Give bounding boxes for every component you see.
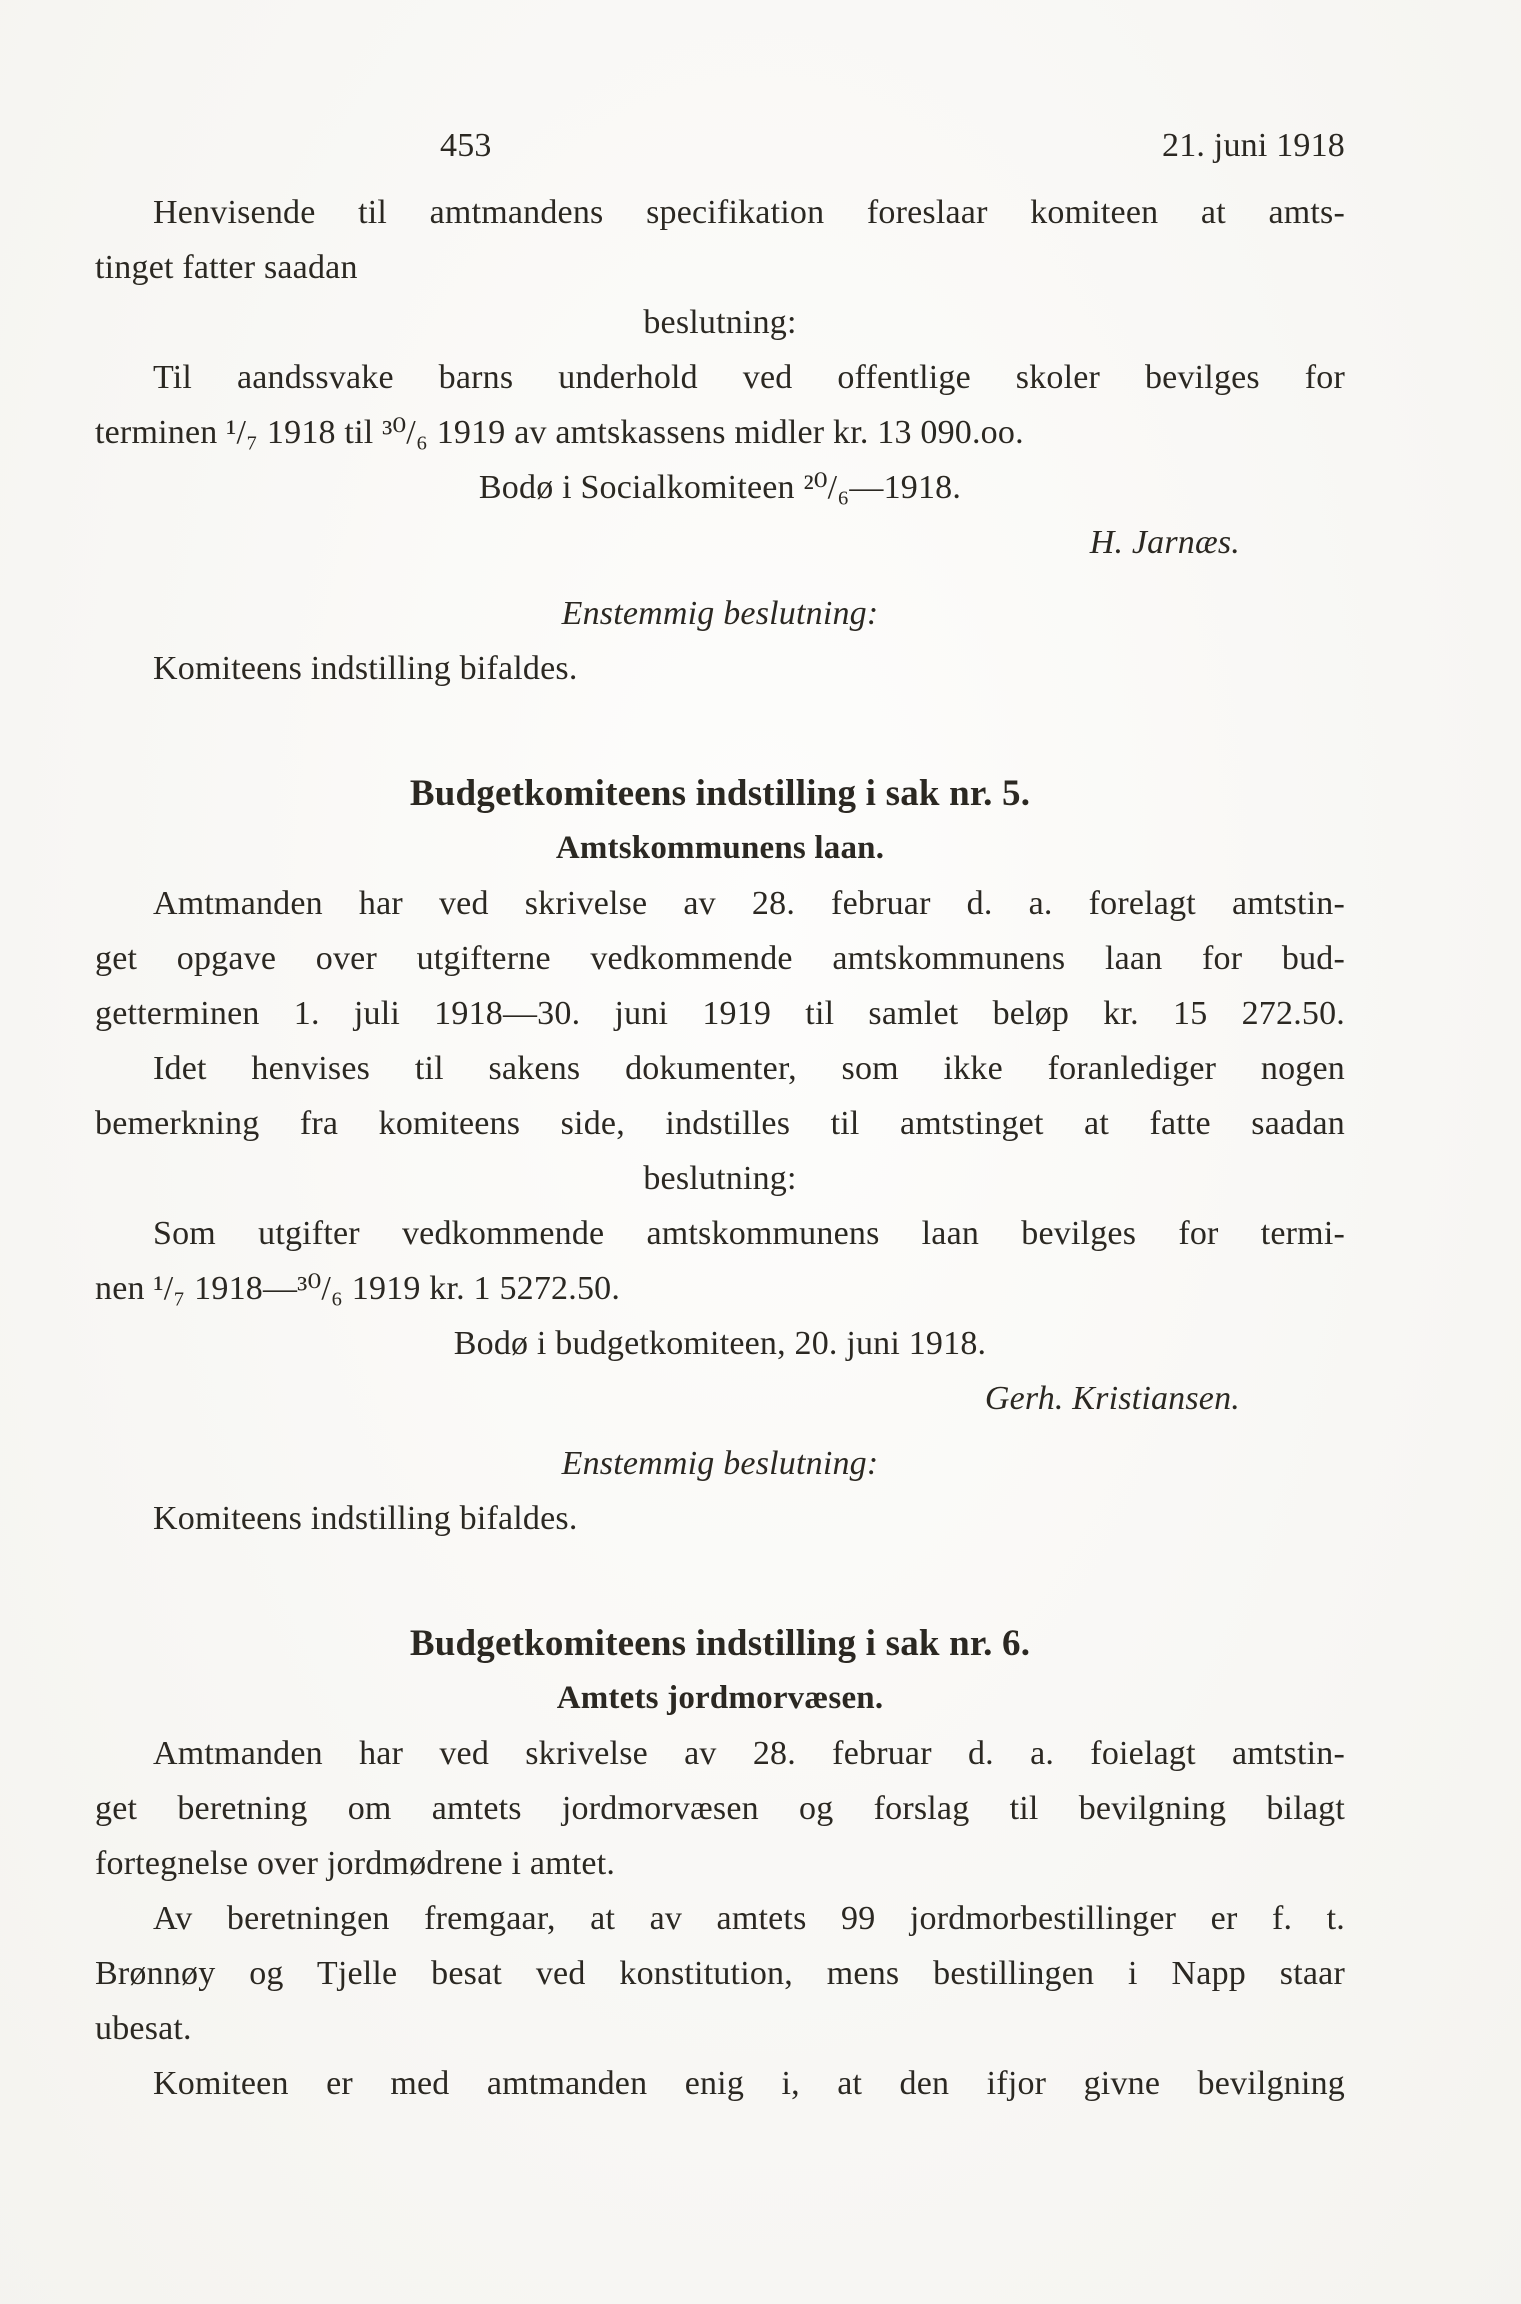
page-number: 453	[440, 127, 492, 164]
text-line: bemerkning fra komiteens side, indstilles til amtstinget at fatte saadan	[95, 1105, 1345, 1142]
place-date-line: Bodø i Socialkomiteen ²⁰/₆—1918.	[478, 469, 962, 506]
text-line: Amtmanden har ved skrivelse av 28. februar d. a. forelagt amtstin-	[153, 885, 1345, 922]
paragraph	[95, 2056, 1345, 2111]
paragraph	[95, 876, 1345, 1041]
paragraph	[95, 350, 1345, 460]
text-line: Av beretningen fremgaar, at av amtets 99 jordmorbestillinger er f. t.	[153, 1900, 1345, 1937]
text-line: nen ¹/₇ 1918—³⁰/₆ 1919 kr. 1 5272.50.	[95, 1270, 621, 1307]
decision-text: Komiteens indstilling bifaldes.	[153, 1500, 578, 1537]
decision-heading: Enstemmig beslutning:	[561, 595, 879, 632]
paragraph	[95, 185, 1345, 295]
place-date-line: Bodø i budgetkomiteen, 20. juni 1918.	[453, 1325, 987, 1362]
decision-text: Komiteens indstilling bifaldes.	[153, 650, 578, 687]
paragraph	[95, 1041, 1345, 1151]
text-line: Komiteen er med amtmanden enig i, at den ifjor givne bevilgning	[153, 2065, 1345, 2102]
decision-label: beslutning:	[643, 1160, 797, 1197]
text-line: get opgave over utgifterne vedkommende amtskommunens laan for bud-	[95, 940, 1345, 977]
page-header	[95, 118, 1345, 173]
signature: H. Jarnæs.	[1089, 524, 1240, 561]
text-line: Idet henvises til sakens dokumenter, som ikke foranlediger nogen	[153, 1050, 1345, 1087]
section-heading: Budgetkomiteens indstilling i sak nr. 5.	[409, 773, 1031, 814]
text-line: Amtmanden har ved skrivelse av 28. februar d. a. foielagt amtstin-	[153, 1735, 1345, 1772]
text-line: tinget fatter saadan	[95, 249, 358, 286]
decision-heading: Enstemmig beslutning:	[561, 1445, 879, 1482]
section-subheading: Amtskommunens laan.	[555, 830, 885, 866]
text-line: Til aandssvake barns underhold ved offentlige skoler bevilges for	[153, 359, 1345, 396]
signature: Gerh. Kristiansen.	[984, 1380, 1240, 1417]
text-line: terminen ¹/₇ 1918 til ³⁰/₆ 1919 av amtskassens midler kr. 13 090.oo.	[95, 414, 1024, 451]
text-line: get beretning om amtets jordmorvæsen og forslag til bevilgning bilagt	[95, 1790, 1345, 1827]
text-line: fortegnelse over jordmødrene i amtet.	[95, 1845, 616, 1882]
paragraph	[95, 1891, 1345, 2056]
text-line: Som utgifter vedkommende amtskommunens laan bevilges for termi-	[153, 1215, 1345, 1252]
page-date: 21. juni 1918	[1162, 127, 1345, 164]
section-heading: Budgetkomiteens indstilling i sak nr. 6.	[409, 1623, 1031, 1664]
decision-label: beslutning:	[643, 304, 797, 341]
document-text-block	[95, 118, 1345, 2111]
text-line: Brønnøy og Tjelle besat ved konstitution, mens bestillingen i Napp staar	[95, 1955, 1345, 1992]
paragraph	[95, 1206, 1345, 1316]
paragraph	[95, 1726, 1345, 1891]
text-line: Henvisende til amtmandens specifikation foreslaar komiteen at amts-	[153, 194, 1345, 231]
text-line: getterminen 1. juli 1918—30. juni 1919 til samlet beløp kr. 15 272.50.	[95, 995, 1345, 1032]
text-line: ubesat.	[95, 2010, 192, 2047]
section-subheading: Amtets jordmorvæsen.	[556, 1680, 884, 1716]
